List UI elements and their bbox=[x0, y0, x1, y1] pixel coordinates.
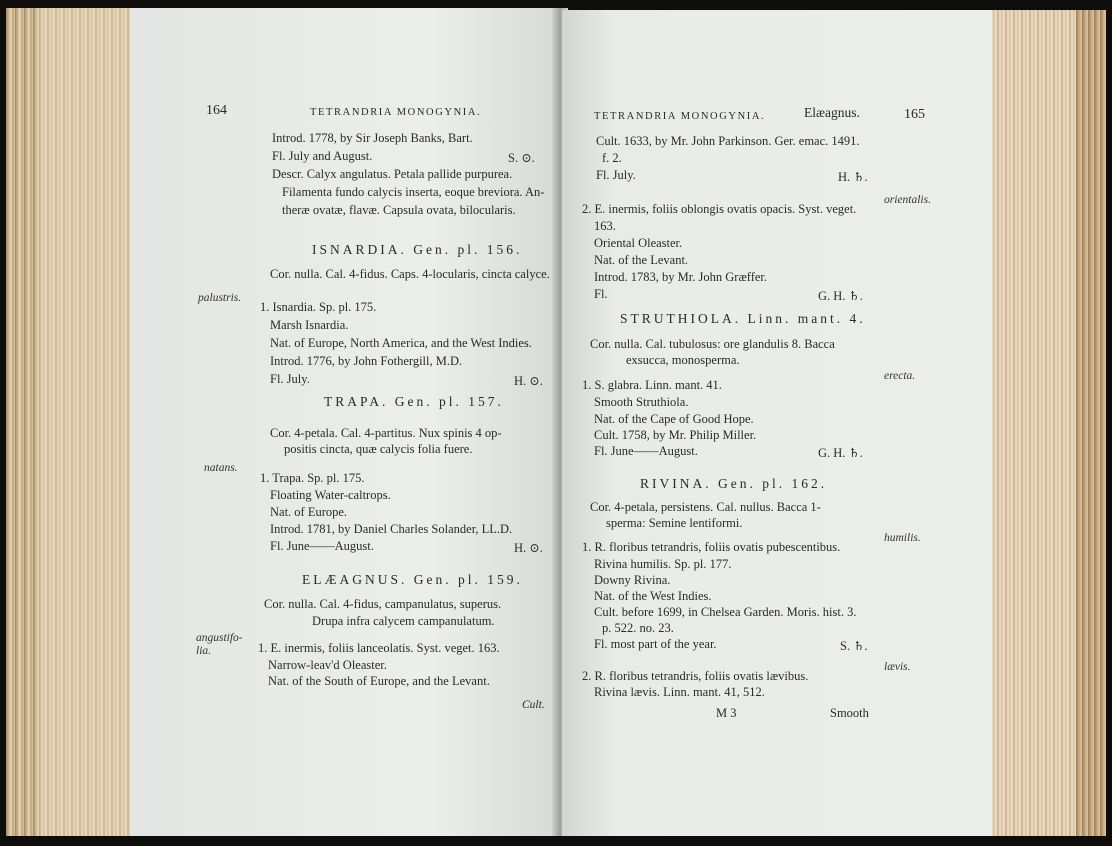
text-line: Nat. of the Cape of Good Hope. bbox=[594, 412, 754, 426]
text-line: theræ ovatæ, flavæ. Capsula ovata, bilocularis. bbox=[282, 203, 516, 217]
text-line: Introd. 1776, by John Fothergill, M.D. bbox=[270, 354, 463, 368]
right-cover-edge bbox=[1076, 10, 1106, 836]
text-line: f. 2. bbox=[602, 151, 622, 165]
text-line: Cult. 1758, by Mr. Philip Miller. bbox=[594, 428, 757, 442]
text-line: Rivina humilis. Sp. pl. 177. bbox=[594, 557, 732, 571]
margin-note: angustifo- bbox=[196, 632, 243, 644]
text-line: G. H. ♄. bbox=[818, 289, 863, 303]
text-line: S. ♄. bbox=[840, 639, 868, 653]
text-line: H. ♄. bbox=[838, 170, 868, 184]
genus-heading: TRAPA. Gen. pl. 157. bbox=[324, 394, 504, 409]
text-line: Cor. nulla. Cal. tubulosus: ore glandulis 8. Bacca bbox=[590, 337, 835, 351]
text-line: Fl. July and August. bbox=[272, 149, 373, 163]
text-line: Nat. of the Levant. bbox=[594, 253, 689, 267]
text-line: Drupa infra calycem campanulatum. bbox=[312, 614, 495, 628]
text-line: Cor. 4-petala, persistens. Cal. nullus. Bacca 1- bbox=[590, 500, 821, 514]
text-line: Marsh Isnardia. bbox=[270, 318, 349, 332]
text-line: Introd. 1781, by Daniel Charles Solander, LL.D. bbox=[270, 522, 513, 536]
running-head: TETRANDRIA MONOGYNIA. bbox=[594, 111, 766, 122]
left-page-edges bbox=[40, 8, 132, 836]
text-line: Descr. Calyx angulatus. Petala pallide purpurea. bbox=[272, 167, 513, 181]
text-line: Oriental Oleaster. bbox=[594, 236, 683, 250]
genus-heading: RIVINA. Gen. pl. 162. bbox=[640, 476, 828, 491]
text-line: 2. E. inermis, foliis oblongis ovatis opacis. Syst. veget. bbox=[582, 202, 857, 216]
text-line: Nat. of Europe, North America, and the West Indies. bbox=[270, 336, 532, 350]
text-line: Downy Rivina. bbox=[594, 573, 671, 587]
text-line: Fl. July. bbox=[596, 168, 636, 182]
text-line: H. ⊙. bbox=[514, 374, 543, 388]
text-line: Introd. 1783, by Mr. John Græffer. bbox=[594, 270, 768, 284]
text-line: G. H. ♄. bbox=[818, 446, 863, 460]
margin-note: palustris. bbox=[198, 292, 242, 304]
text-line: 163. bbox=[594, 219, 616, 233]
margin-note: erecta. bbox=[884, 370, 916, 382]
left-page bbox=[130, 8, 558, 836]
text-line: Cor. nulla. Cal. 4-fidus, campanulatus, superus. bbox=[264, 597, 502, 611]
text-line: 1. R. floribus tetrandris, foliis ovatis pubescentibus. bbox=[582, 540, 841, 554]
text-line: Smooth Struthiola. bbox=[594, 395, 689, 409]
genus-heading: ELÆAGNUS. Gen. pl. 159. bbox=[302, 572, 523, 587]
page-number: 165 bbox=[904, 107, 925, 122]
text-line: Cor. 4-petala. Cal. 4-partitus. Nux spinis 4 op- bbox=[270, 426, 502, 440]
text-line: Filamenta fundo calycis inserta, eoque breviora. An- bbox=[282, 185, 545, 199]
text-line: Floating Water-caltrops. bbox=[270, 488, 391, 502]
page-number: 164 bbox=[206, 103, 227, 118]
text-line: S. ⊙. bbox=[508, 151, 535, 165]
text-line: sperma: Semine lentiformi. bbox=[606, 516, 743, 530]
running-head: TETRANDRIA MONOGYNIA. bbox=[310, 107, 482, 118]
text-line: Fl. June——August. bbox=[270, 539, 374, 553]
text-line: Rivina lævis. Linn. mant. 41, 512. bbox=[594, 685, 765, 699]
margin-note: natans. bbox=[204, 462, 238, 474]
text-line: p. 522. no. 23. bbox=[602, 621, 674, 635]
text-line: exsucca, monosperma. bbox=[626, 353, 740, 367]
text-line: Fl. July. bbox=[270, 372, 310, 386]
margin-note: lævis. bbox=[884, 661, 911, 673]
text-line: Fl. most part of the year. bbox=[594, 637, 717, 651]
text-line: Narrow-leav'd Oleaster. bbox=[268, 658, 387, 672]
text-line: 1. S. glabra. Linn. mant. 41. bbox=[582, 378, 722, 392]
catchword: Smooth bbox=[830, 706, 869, 720]
text-line: positis cincta, quæ calycis folia fuere. bbox=[284, 442, 473, 456]
text-line: Cult. before 1699, in Chelsea Garden. Moris. hist. 3. bbox=[594, 605, 857, 619]
text-line: 2. R. floribus tetrandris, foliis ovatis lævibus. bbox=[582, 669, 809, 683]
text-line: 1. E. inermis, foliis lanceolatis. Syst. veget. 163. bbox=[258, 641, 500, 655]
text-line: Nat. of the West Indies. bbox=[594, 589, 712, 603]
text-line: Cult. 1633, by Mr. John Parkinson. Ger. emac. 1491. bbox=[596, 134, 860, 148]
text-line: Nat. of the South of Europe, and the Levant. bbox=[268, 674, 490, 688]
text-line: H. ⊙. bbox=[514, 541, 543, 555]
margin-note: humilis. bbox=[884, 532, 921, 544]
margin-note: orientalis. bbox=[884, 194, 931, 206]
margin-note: lia. bbox=[196, 645, 212, 657]
text-line: Fl. June——August. bbox=[594, 444, 698, 458]
genus-heading: ISNARDIA. Gen. pl. 156. bbox=[312, 242, 523, 257]
right-page bbox=[562, 10, 992, 836]
signature-mark: M 3 bbox=[716, 706, 737, 720]
right-page-edges bbox=[990, 10, 1086, 836]
catchword: Cult. bbox=[522, 699, 545, 711]
text-line: Nat. of Europe. bbox=[270, 505, 348, 519]
text-line: Cor. nulla. Cal. 4-fidus. Caps. 4-locularis, cincta calyce. bbox=[270, 267, 550, 281]
text-line: 1. Trapa. Sp. pl. 175. bbox=[260, 471, 365, 485]
text-line: Fl. bbox=[594, 287, 608, 301]
text-line: 1. Isnardia. Sp. pl. 175. bbox=[260, 300, 377, 314]
text-line: Introd. 1778, by Sir Joseph Banks, Bart. bbox=[272, 131, 473, 145]
running-genus: Elæagnus. bbox=[804, 105, 860, 120]
genus-heading: STRUTHIOLA. Linn. mant. 4. bbox=[620, 311, 866, 326]
